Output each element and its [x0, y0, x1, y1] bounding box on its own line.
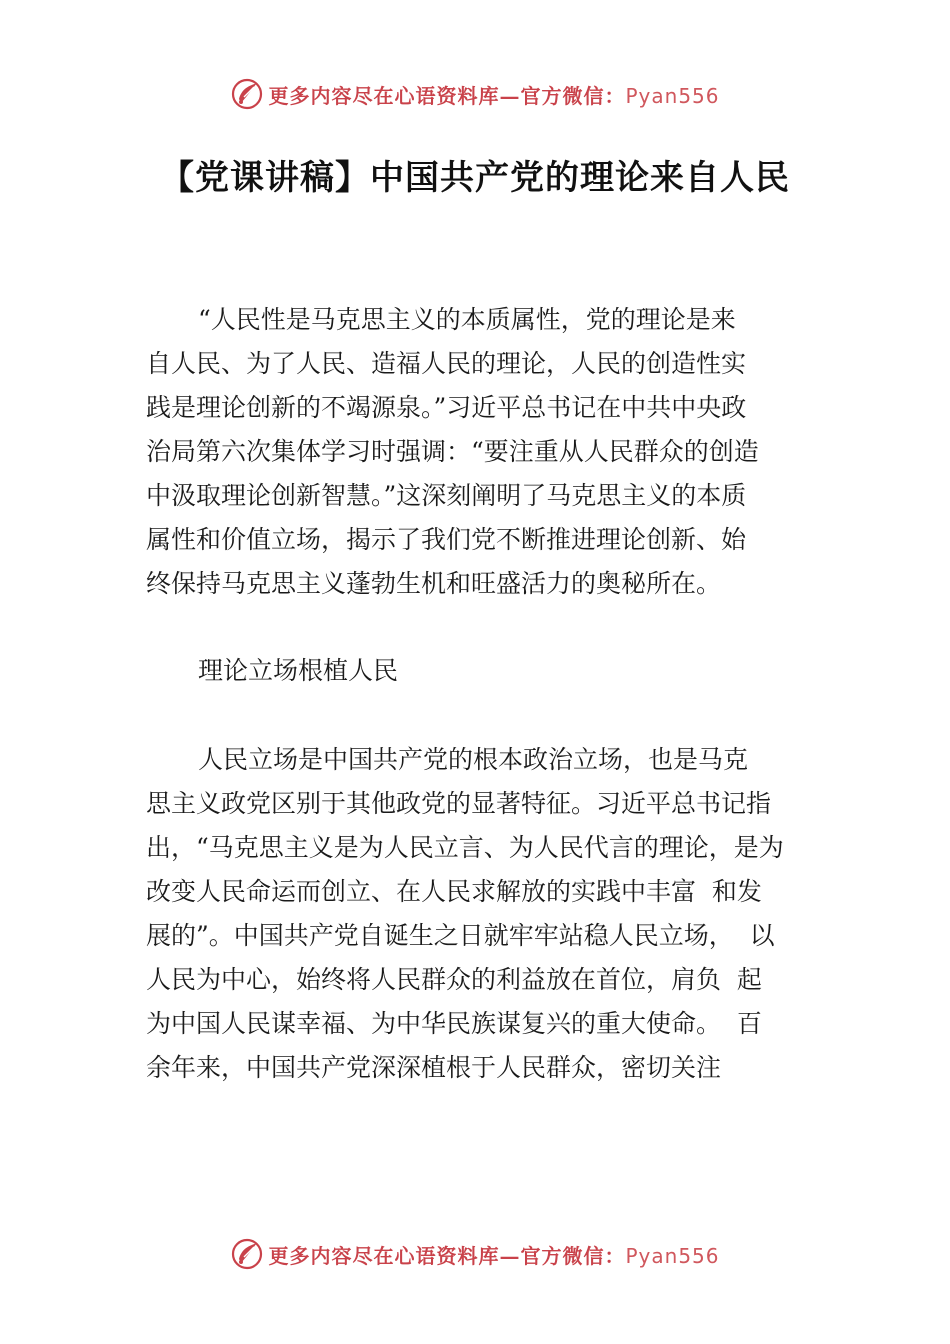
paragraph-1: [146, 298, 836, 606]
section-heading: [146, 649, 836, 693]
wechat-id: Pyan556: [625, 83, 720, 108]
text-line: 中汲取理论创新智慧。”这深刻阐明了马克思主义的本质: [146, 481, 747, 510]
text-line: 自人民、为了人民、造福人民的理论，人民的创造性实: [146, 349, 747, 378]
footer-banner: [0, 1234, 950, 1274]
text-line: 改变人民命运而创立、在人民求解放的实践中丰富 和发: [146, 877, 762, 906]
paragraph-2: [146, 738, 836, 1090]
text-line: 出，“马克思主义是为人民立言、为人民代言的理论，是为: [146, 833, 784, 862]
section-heading-text: 理论立场根植人民: [198, 656, 399, 685]
wechat-id: Pyan556: [625, 1243, 720, 1268]
banner-text: 更多内容尽在心语资料库—官方微信：Pyan556: [268, 83, 720, 108]
brand-logo-icon: [230, 1237, 264, 1271]
text-line: 践是理论创新的不竭源泉。”习近平总书记在中共中央政: [146, 393, 747, 422]
text-line: 属性和价值立场，揭示了我们党不断推进理论创新、始: [146, 525, 747, 554]
text-line: 人民为中心，始终将人民群众的利益放在首位，肩负 起: [146, 965, 762, 994]
document-title: 【党课讲稿】中国共产党的理论来自人民: [160, 158, 790, 198]
text-line: 治局第六次集体学习时强调：“要注重从人民群众的创造: [146, 437, 759, 466]
text-line: 人民立场是中国共产党的根本政治立场，也是马克: [198, 745, 749, 774]
text-line: “人民性是马克思主义的本质属性，党的理论是来: [198, 305, 736, 334]
text-line: 终保持马克思主义蓬勃生机和旺盛活力的奥秘所在。: [146, 569, 722, 598]
header-banner: [0, 74, 950, 114]
brand-logo-icon: [230, 77, 264, 111]
text-line: 余年来，中国共产党深深植根于人民群众，密切关注: [146, 1053, 722, 1082]
text-line: 展的”。中国共产党自诞生之日就牢牢站稳人民立场， 以: [146, 921, 775, 950]
text-line: 为中国人民谋幸福、为中华民族谋复兴的重大使命。 百: [146, 1009, 762, 1038]
banner-text: 更多内容尽在心语资料库—官方微信：Pyan556: [268, 1243, 720, 1268]
text-line: 思主义政党区别于其他政党的显著特征。习近平总书记指: [146, 789, 772, 818]
